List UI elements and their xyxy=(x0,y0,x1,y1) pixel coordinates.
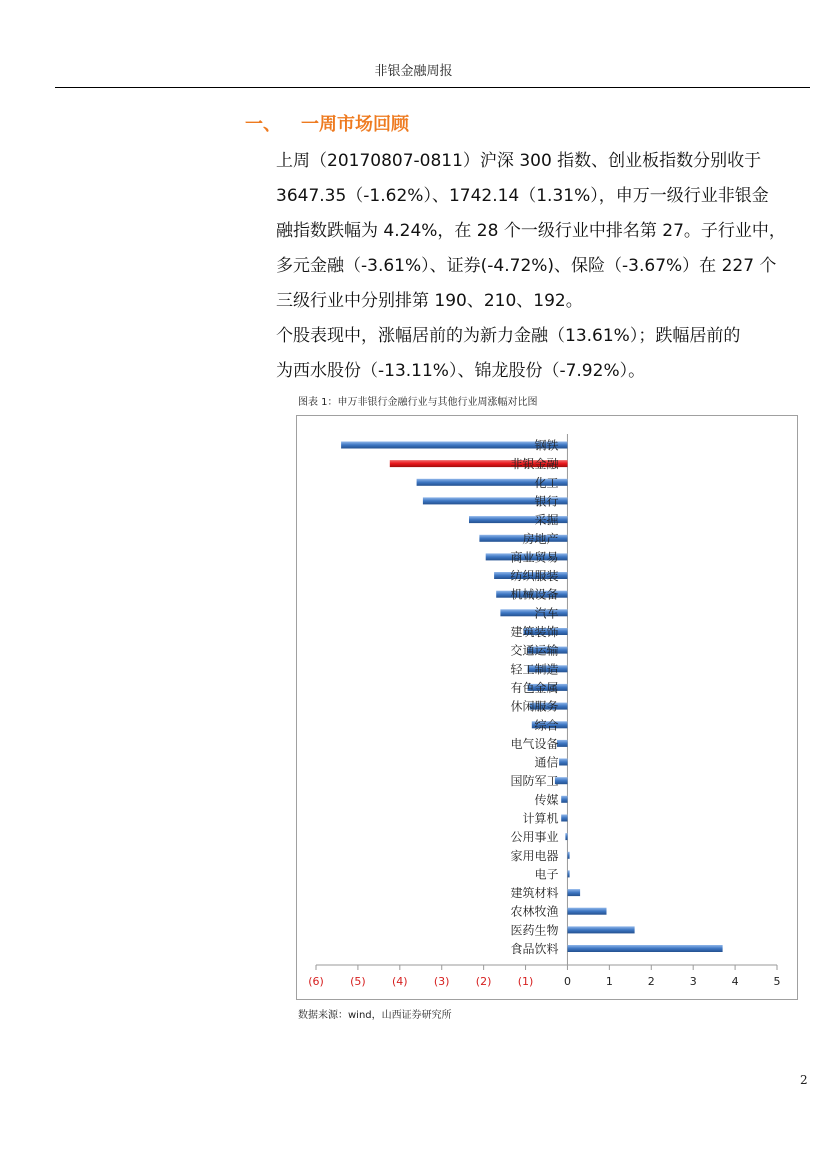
paragraph-line: 为西水股份（-13.11%）、锦龙股份（-7.92%）。 xyxy=(276,361,646,381)
section-title: 一周市场回顾 xyxy=(301,114,409,135)
paragraph-line: 3647.35（-1.62%）、1742.14（1.31%），申万一级行业非银金 xyxy=(276,186,769,206)
page-number: 2 xyxy=(800,1073,808,1087)
x-tick-label: (6) xyxy=(308,975,324,988)
category-label: 非银金融 xyxy=(510,457,559,472)
bar-chart xyxy=(296,415,798,1000)
bar-22 xyxy=(568,852,570,859)
category-label: 采掘 xyxy=(534,513,559,528)
x-tick-label: 0 xyxy=(564,975,571,988)
x-tick-label: (3) xyxy=(433,975,450,988)
paragraph-line: 个股表现中，涨幅居前的为新力金融（13.61%）；跌幅居前的 xyxy=(276,326,741,346)
category-label: 钢铁 xyxy=(534,438,559,453)
category-label: 公用事业 xyxy=(510,830,559,845)
figure-source: 数据来源：wind，山西证券研究所 xyxy=(298,1010,452,1021)
category-label: 机械设备 xyxy=(510,587,559,602)
bar-26 xyxy=(568,926,635,933)
paragraph-line: 三级行业中分别排第 190、210、192。 xyxy=(276,291,583,311)
bar-16 xyxy=(557,740,568,747)
category-label: 综合 xyxy=(534,718,559,733)
section-heading xyxy=(245,110,409,136)
category-label: 建筑装饰 xyxy=(510,625,559,639)
section-number: 一、 xyxy=(245,114,281,135)
x-tick-label: 5 xyxy=(773,975,781,988)
bar-20 xyxy=(561,815,567,822)
category-label: 传媒 xyxy=(534,792,559,807)
category-label: 轻工制造 xyxy=(510,662,559,677)
paragraph-line: 上周（20170807-0811）沪深 300 指数、创业板指数分别收于 xyxy=(276,151,762,171)
x-tick-label: (1) xyxy=(517,975,534,988)
category-label: 有色金属 xyxy=(510,680,559,695)
category-label: 国防军工 xyxy=(510,774,559,789)
category-label: 电子 xyxy=(534,867,559,882)
category-label: 电气设备 xyxy=(510,736,559,751)
bar-chart-svg xyxy=(297,416,797,999)
bar-23 xyxy=(568,870,570,877)
category-label: 家用电器 xyxy=(510,848,559,863)
category-label: 休闲服务 xyxy=(510,699,559,714)
category-label: 商业贸易 xyxy=(510,550,559,565)
bar-17 xyxy=(559,759,567,766)
bar-25 xyxy=(568,908,607,915)
category-label: 交通运输 xyxy=(510,643,559,658)
paragraph-line: 多元金融（-3.61%）、证券(-4.72%)、保险（-3.67%）在 227 个 xyxy=(276,256,777,276)
x-tick-label: (4) xyxy=(392,975,408,988)
running-header: 非银金融周报 xyxy=(374,64,453,79)
bar-19 xyxy=(561,796,567,803)
category-label: 建筑材料 xyxy=(510,886,559,901)
x-tick-label: (5) xyxy=(350,975,366,988)
category-label: 计算机 xyxy=(522,811,559,826)
category-label: 化工 xyxy=(534,475,559,490)
x-tick-label: 1 xyxy=(605,975,613,988)
bar-21 xyxy=(565,833,567,840)
bar-27 xyxy=(568,945,723,952)
paragraph-line: 融指数跌幅为 4.24%，在 28 个一级行业中排名第 27。子行业中， xyxy=(276,221,786,241)
category-label: 纺织服装 xyxy=(510,569,559,583)
header-divider xyxy=(55,87,810,88)
category-label: 房地产 xyxy=(522,531,559,546)
category-label: 农林牧渔 xyxy=(510,904,559,919)
x-tick-label: 2 xyxy=(647,975,655,988)
category-label: 通信 xyxy=(534,755,559,770)
category-label: 食品饮料 xyxy=(510,942,559,956)
category-label: 汽车 xyxy=(534,606,559,621)
bar-24 xyxy=(568,889,581,896)
category-label: 银行 xyxy=(534,494,559,509)
category-label: 医药生物 xyxy=(510,923,559,938)
x-tick-label: (2) xyxy=(475,975,492,988)
figure-caption: 图表 1：申万非银行金融行业与其他行业周涨幅对比图 xyxy=(298,397,538,408)
x-tick-label: 3 xyxy=(689,975,697,988)
x-tick-label: 4 xyxy=(731,975,739,988)
